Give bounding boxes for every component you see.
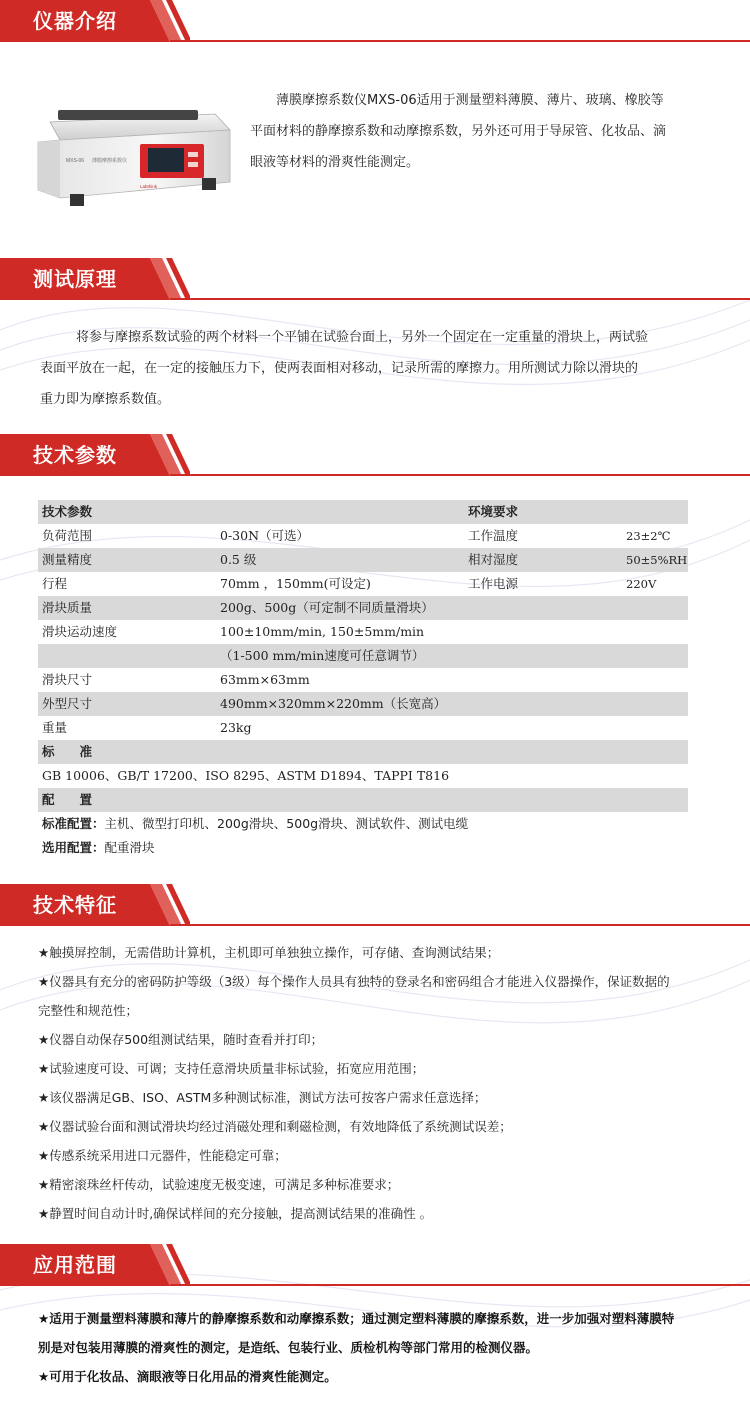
spec-label: 测量精度	[42, 552, 93, 567]
config-head: 配 置	[42, 792, 93, 807]
config-header-row	[38, 788, 688, 812]
config-std-value: 主机、微型打印机、200g滑块、500g滑块、测试软件、测试电缆	[104, 816, 469, 831]
intro-text	[250, 85, 720, 178]
config-opt-label: 选用配置：	[42, 840, 105, 855]
list-item: 完整性和规范性；	[38, 1003, 139, 1018]
principle-line: 将参与摩擦系数试验的两个材料一个平铺在试验台面上，另外一个固定在一定重量的滑块上，两试验	[76, 330, 649, 345]
instrument-image	[30, 100, 240, 220]
spec-value: 70mm ，150mm(可设定)	[220, 576, 371, 591]
env-value: 23±2℃	[626, 529, 671, 543]
config-opt-row	[38, 836, 688, 860]
features-list	[38, 938, 718, 1228]
standard-head: 标 准	[42, 744, 93, 759]
section-header-params	[0, 434, 750, 476]
machine-model-label: MXS-06	[66, 158, 85, 164]
section-title: 技术参数	[33, 443, 117, 467]
spec-label: 滑块尺寸	[42, 672, 93, 687]
standard-header-row	[38, 740, 688, 764]
list-item: ★触摸屏控制，无需借助计算机，主机即可单独独立操作，可存储、查询测试结果；	[38, 945, 500, 960]
section-title: 测试原理	[33, 267, 117, 291]
header-rule	[170, 298, 750, 300]
section-title: 应用范围	[33, 1253, 117, 1277]
spec-table	[38, 500, 688, 860]
standard-text: GB 10006、GB/T 17200、ISO 8295、ASTM D1894、TAPPI T816	[42, 768, 450, 783]
spec-label: 重量	[42, 720, 68, 735]
section-title: 仪器介绍	[33, 9, 117, 33]
table-row	[38, 692, 688, 716]
spec-value: 490mm×320mm×220mm（长宽高）	[220, 696, 447, 711]
table-row	[38, 524, 688, 548]
table-row	[38, 596, 688, 620]
config-std-label: 标准配置：	[42, 816, 105, 831]
principle-text	[40, 322, 720, 415]
spec-value: 63mm×63mm	[220, 672, 310, 687]
spec-label: 行程	[42, 576, 68, 591]
spec-label: 滑块运动速度	[42, 624, 118, 639]
list-item: ★精密滚珠丝杆传动，试验速度无极变速，可满足多种标准要求；	[38, 1177, 400, 1192]
list-item: ★适用于测量塑料薄膜和薄片的静摩擦系数和动摩擦系数；通过测定塑料薄膜的摩擦系数，进一步加强对塑料薄膜特	[38, 1311, 675, 1326]
env-value: 220V	[626, 577, 657, 591]
list-item: 别是对包装用薄膜的滑爽性的测定，是造纸、包装行业、质检机构等部门常用的检测仪器。	[38, 1340, 539, 1355]
section-title: 技术特征	[33, 893, 117, 917]
header-rule	[170, 1284, 750, 1286]
list-item: ★仪器自动保存500组测试结果，随时查看并打印；	[38, 1032, 324, 1047]
section-header-intro	[0, 0, 750, 42]
intro-line: 薄膜摩擦系数仪MXS-06适用于测量塑料薄膜、薄片、玻璃、橡胶等	[276, 93, 664, 108]
header-rule	[170, 40, 750, 42]
table-row	[38, 644, 688, 668]
spec-value: 200g、500g（可定制不同质量滑块）	[220, 600, 434, 615]
table-row	[38, 572, 688, 596]
intro-line: 眼液等材料的滑爽性能测定。	[250, 155, 420, 170]
spec-value: 0.5 级	[220, 552, 257, 567]
env-value: 50±5%RH	[626, 553, 688, 567]
table-row	[38, 716, 688, 740]
header-rule	[170, 474, 750, 476]
config-opt-value: 配重滑块	[104, 840, 155, 855]
header-rule	[170, 924, 750, 926]
section-header-application	[0, 1244, 750, 1286]
spec-label: 外型尺寸	[42, 696, 93, 711]
spec-value: （1-500 mm/min速度可任意调节）	[220, 648, 425, 663]
intro-line: 平面材料的静摩擦系数和动摩擦系数，另外还可用于导尿管、化妆品、滴	[250, 124, 667, 139]
list-item: ★仪器试验台面和测试滑块均经过消磁处理和剩磁检测，有效地降低了系统测试误差；	[38, 1119, 512, 1134]
spec-value: 0-30N（可选）	[220, 528, 310, 543]
config-std-row	[38, 812, 688, 836]
env-label: 工作电源	[468, 576, 519, 591]
spec-value: 23kg	[220, 720, 252, 735]
machine-brand: Labthink	[140, 184, 158, 189]
env-label: 工作温度	[468, 528, 519, 543]
section-header-features	[0, 884, 750, 926]
list-item: ★静置时间自动计时,确保试样间的充分接触，提高测试结果的准确性 。	[38, 1206, 433, 1221]
principle-line: 重力即为摩擦系数值。	[40, 392, 171, 407]
table-row	[38, 548, 688, 572]
standard-row	[38, 764, 688, 788]
spec-head-params: 技术参数	[42, 504, 93, 519]
list-item: ★试验速度可设、可调；支持任意滑块质量非标试验，拓宽应用范围；	[38, 1061, 425, 1076]
list-item: ★传感系统采用进口元器件，性能稳定可靠；	[38, 1148, 287, 1163]
spec-label: 负荷范围	[42, 528, 93, 543]
spec-value: 100±10mm/min, 150±5mm/min	[220, 624, 425, 639]
spec-header-row	[38, 500, 688, 524]
principle-line: 表面平放在一起，在一定的接触压力下，使两表面相对移动，记录所需的摩擦力。用所测试力除以滑块的	[40, 361, 639, 376]
list-item: ★仪器具有充分的密码防护等级（3级）每个操作人员具有独特的登录名和密码组合才能进入仪器操作，保证数据的	[38, 974, 670, 989]
list-item: ★该仪器满足GB、ISO、ASTM多种测试标准，测试方法可按客户需求任意选择；	[38, 1090, 487, 1105]
spec-label: 滑块质量	[42, 600, 93, 615]
env-label: 相对湿度	[468, 552, 519, 567]
section-header-principle	[0, 258, 750, 300]
spec-head-env: 环境要求	[468, 504, 519, 519]
table-row	[38, 620, 688, 644]
table-row	[38, 668, 688, 692]
application-list	[38, 1304, 718, 1391]
list-item: ★可用于化妆品、滴眼液等日化用品的滑爽性能测定。	[38, 1369, 337, 1384]
machine-name-label: 薄膜摩擦系数仪	[92, 158, 128, 164]
